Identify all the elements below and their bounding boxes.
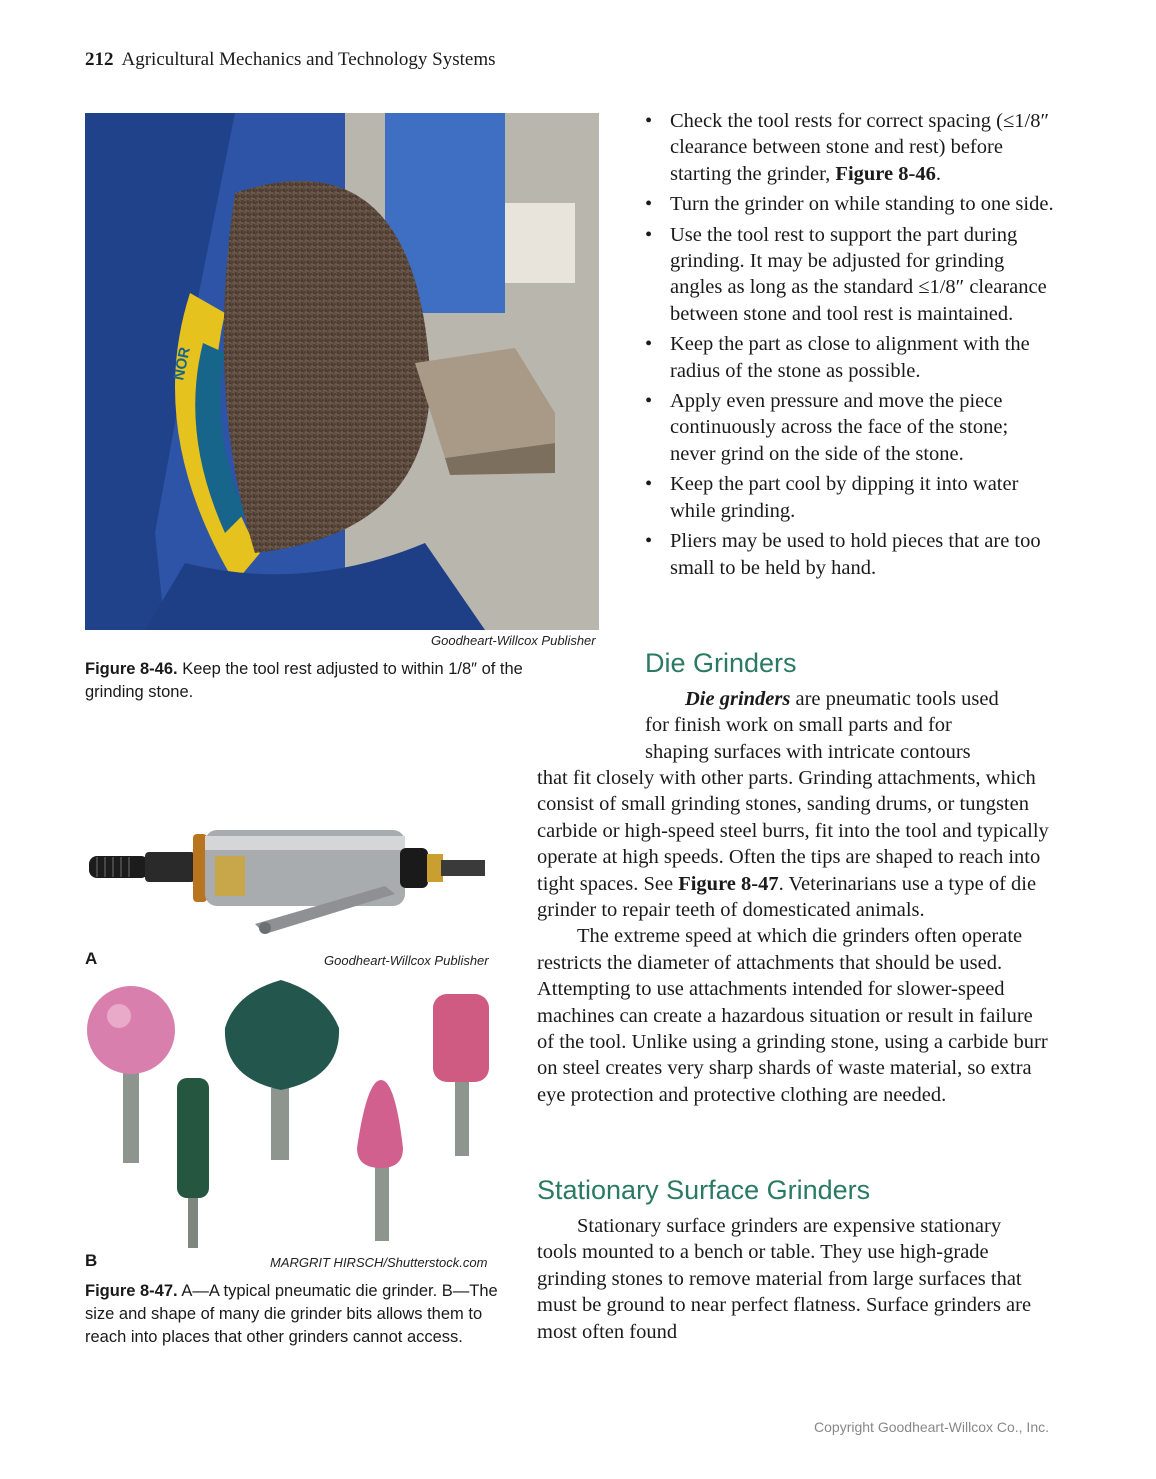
- caption-text: Keep the tool rest adjusted to within 1/8″ of the grinding stone.: [85, 660, 523, 701]
- wheel-label: NOR: [170, 345, 194, 382]
- key-term: Die grinders: [685, 688, 791, 710]
- copyright-footer: Copyright Goodheart-Willcox Co., Inc.: [814, 1419, 1049, 1435]
- list-item: • Keep the part as close to alignment with the radius of the stone as possible.: [645, 331, 1055, 384]
- panel-a-letter: A: [85, 949, 98, 968]
- running-head: [85, 49, 496, 71]
- panel-b-letter: B: [85, 1251, 98, 1270]
- figure-8-46-photo: [85, 113, 599, 630]
- book-title: Agricultural Mechanics and Technology Systems: [121, 49, 496, 70]
- paragraph: The extreme speed at which die grinders often operate restricts the diameter of attachments that should be used. Attempting to use attachments intended for slower-speed machines can create a hazardous situation or result in failure of the tool. Unlike using a grinding stone, using a carbide burr on steel creates very sharp shards of waste material, so extra eye protection and protective clothing are needed.: [537, 925, 1048, 1106]
- figure-reference: Figure 8-47: [678, 872, 779, 895]
- list-item: • Use the tool rest to support the part during grinding. It may be adjusted for grinding angles as long as the standard ≤1/8″ clearance between stone and tool rest is maintained.: [645, 222, 1055, 328]
- page-number: 212: [85, 49, 114, 70]
- panel-b-credit: MARGRIT HIRSCH/Shutterstock.com: [270, 1255, 488, 1270]
- caption-text: A—A typical pneumatic die grinder. B—The size and shape of many die grinder bits allows them to reach into places that other grinders cannot access.: [85, 1282, 498, 1346]
- figure-8-47-a-photo: [85, 824, 491, 944]
- figure-8-46-credit: Goodheart-Willcox Publisher: [431, 633, 596, 648]
- figure-label: Figure 8-47.: [85, 1282, 178, 1300]
- section-heading-die-grinders: Die Grinders: [645, 648, 797, 678]
- die-grinders-body: that fit closely with other parts. Grinding attachments, which consist of small grinding stones, sanding drums, or tungsten carbide or high-speed steel burrs, fit into the tool and typically operate at high speeds. Often the tips are shaped to reach into tight spaces. See Figure 8-47. Veterinarians use a type of die grinder to repair teeth of domesticated animals. The extreme speed at which die grinders often operate restricts the diameter of attachments that should be used. Attempting to use attachments intended for slower-speed machines can create a hazardous situation or result in failure of the tool. Unlike using a grinding stone, using a carbide burr on steel creates very sharp shards of waste material, so extra eye protection and protective clothing are needed.: [537, 765, 1052, 1108]
- stationary-body: [537, 1213, 1042, 1345]
- figure-reference: Figure 8-46: [835, 162, 936, 185]
- safety-bullet-list: [645, 108, 1055, 585]
- list-item: • Keep the part cool by dipping it into water while grinding.: [645, 471, 1055, 524]
- figure-8-47-b-photo: [85, 978, 491, 1248]
- die-grinders-intro-lines: Die grinders are pneumatic tools used for finish work on small parts and for shaping surfaces with intricate contours: [645, 688, 999, 763]
- list-item: • Apply even pressure and move the piece continuously across the face of the stone; never grind on the side of the stone.: [645, 388, 1055, 467]
- figure-label: Figure 8-46.: [85, 660, 178, 678]
- section-heading-stationary-surface-grinders: Stationary Surface Grinders: [537, 1175, 871, 1205]
- list-item: • Pliers may be used to hold pieces that are too small to be held by hand.: [645, 528, 1055, 581]
- paragraph: Stationary surface grinders are expensive stationary tools mounted to a bench or table. They use high-grade grinding stones to remove material from large surfaces that must be ground to near perfect flatness. Surface grinders are most often found: [537, 1215, 1032, 1343]
- list-item: • Turn the grinder on while standing to one side.: [645, 191, 1055, 217]
- panel-a-credit: Goodheart-Willcox Publisher: [324, 953, 489, 968]
- figure-8-46-caption: [85, 658, 585, 704]
- figure-8-47-caption: [85, 1280, 505, 1349]
- list-item: • Check the tool rests for correct spacing (≤1/8″ clearance between stone and rest) before starting the grinder, Figure 8-46.: [645, 108, 1055, 187]
